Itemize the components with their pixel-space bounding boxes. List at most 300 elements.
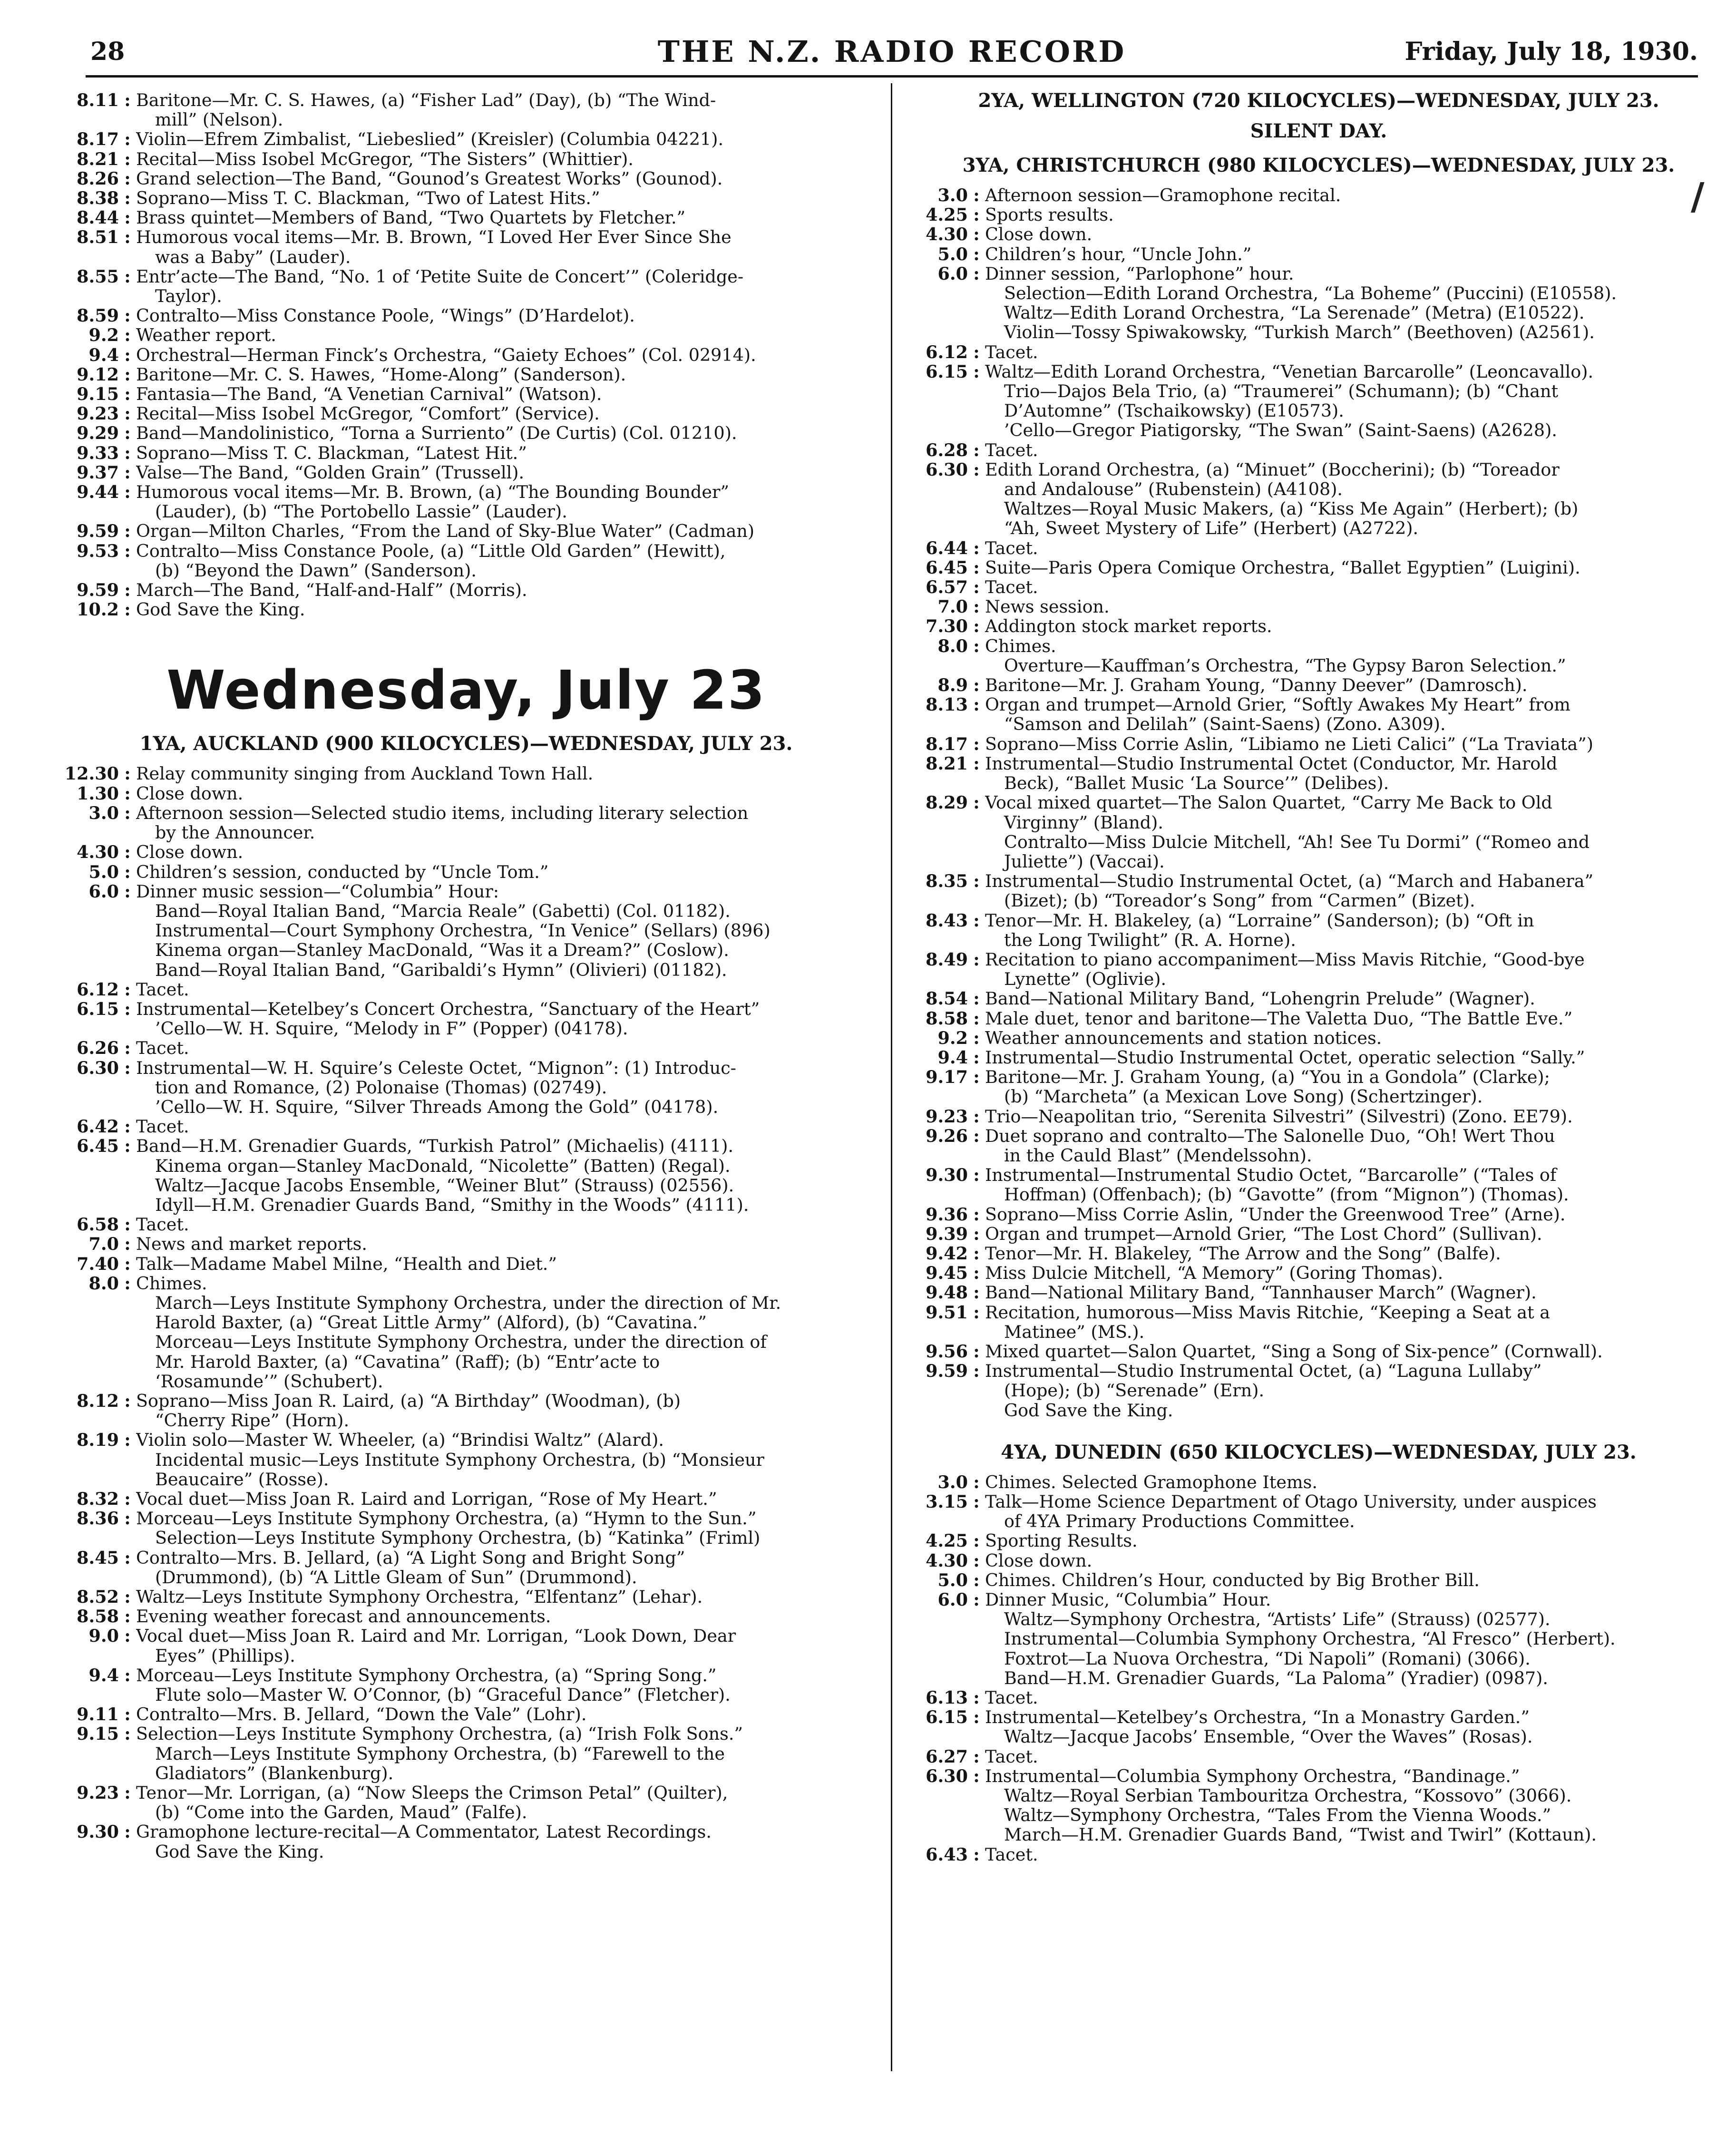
time-separator: : <box>124 1547 131 1568</box>
listing-time: 3.15 <box>926 1491 968 1512</box>
listing-line <box>62 208 870 227</box>
time-separator: : <box>973 205 980 225</box>
listing-text: Tenor—Mr. Lorrigan, (a) “Now Sleeps the Crimson Petal” (Quilter), <box>136 1783 728 1803</box>
listing-text: Entr’acte—The Band, “No. 1 of ‘Petite Suite de Concert’” (Coleridge- <box>136 266 744 287</box>
listing-text: Tacet. <box>985 440 1038 460</box>
listing-line <box>62 463 870 482</box>
time-separator: : <box>973 185 980 205</box>
time-separator: : <box>124 1508 131 1529</box>
listing-line <box>911 1649 1726 1668</box>
listing-time: 3.0 <box>88 802 119 823</box>
time-separator: : <box>973 439 980 460</box>
listing-line <box>62 1117 870 1136</box>
listing-line <box>62 1136 870 1156</box>
listing-text: of 4YA Primary Productions Committee. <box>1004 1511 1355 1531</box>
time-separator: : <box>973 1687 980 1708</box>
listing-line <box>911 264 1726 283</box>
listing-line <box>62 1019 870 1038</box>
listing-line <box>62 842 870 862</box>
listing-text: Instrumental—Studio Instrumental Octet, (a) “March and Habanera” <box>985 871 1594 891</box>
listing-line <box>911 695 1726 714</box>
time-separator: : <box>973 1243 980 1264</box>
listing-text: Chimes. Selected Gramophone Items. <box>985 1472 1317 1492</box>
time-separator: : <box>973 733 980 754</box>
listing-line <box>911 969 1726 989</box>
listing-time: 6.12 <box>926 341 968 362</box>
auckland-listings <box>62 764 870 1861</box>
listing-text: Violin solo—Master W. Wheeler, (a) “Brindisi Waltz” (Alard). <box>136 1430 664 1450</box>
listing-line <box>911 1048 1726 1067</box>
listing-text: Children’s session, conducted by “Uncle Tom.” <box>136 862 549 882</box>
listing-text: Idyll—H.M. Grenadier Guards Band, “Smithy in the Woods” (4111). <box>155 1195 749 1215</box>
listing-time: 9.2 <box>937 1027 968 1048</box>
listing-time: 8.21 <box>926 753 968 774</box>
listing-time: 4.30 <box>926 224 968 245</box>
listing-time: 9.15 <box>77 1724 119 1744</box>
listing-text: Soprano—Miss Joan R. Laird, (a) “A Birthday” (Woodman), (b) <box>136 1391 681 1411</box>
listing-text: Gladiators” (Blankenburg). <box>155 1763 394 1783</box>
listing-text: Chimes. <box>985 636 1056 656</box>
listing-text: was a Baby” (Lauder). <box>155 247 351 267</box>
time-separator: : <box>973 675 980 696</box>
listing-text: Instrumental—Court Symphony Orchestra, “In Venice” (Sellars) (896) <box>155 921 770 941</box>
listing-line <box>911 1107 1726 1126</box>
listing-time: 6.13 <box>926 1687 968 1708</box>
listing-line <box>911 205 1726 224</box>
listing-line <box>911 577 1726 597</box>
listing-text: “Ah, Sweet Mystery of Life” (Herbert) (A2722). <box>1004 518 1419 538</box>
listing-line <box>62 502 870 521</box>
time-separator: : <box>124 1390 131 1411</box>
listing-line <box>62 1215 870 1234</box>
listing-text: (Drummond), (b) “A Little Gleam of Sun” (Drummond). <box>155 1567 637 1588</box>
listing-time: 9.39 <box>926 1223 968 1244</box>
time-separator: : <box>124 148 131 169</box>
listing-line <box>62 267 870 286</box>
listing-line <box>62 1254 870 1274</box>
listing-text: Morceau—Leys Institute Symphony Orchestra, under the direction of <box>155 1332 767 1352</box>
listing-text: Instrumental—W. H. Squire’s Celeste Octet, “Mignon”: (1) Introduc- <box>136 1058 737 1078</box>
listing-text: Instrumental—Studio Instrumental Octet (Conductor, Mr. Harold <box>985 753 1558 774</box>
listing-text: Evening weather forecast and announcements. <box>136 1607 551 1627</box>
listing-line <box>62 1234 870 1254</box>
listing-text: Soprano—Miss Corrie Aslin, “Libiamo ne Lieti Calici” (“La Traviata”) <box>985 734 1594 754</box>
listing-line <box>62 1195 870 1215</box>
listing-text: Waltz—Edith Lorand Orchestra, “La Serenade” (Metra) (E10522). <box>1004 303 1585 323</box>
listing-text: Fantasia—The Band, “A Venetian Carnival” (Watson). <box>136 384 602 404</box>
listing-text: the Long Twilight” (R. A. Horne). <box>1004 930 1296 950</box>
listing-line <box>62 1705 870 1724</box>
listing-line <box>62 1058 870 1078</box>
listing-time: 6.0 <box>937 263 968 284</box>
listing-text: God Save the King. <box>136 600 305 620</box>
listing-time: 9.26 <box>926 1125 968 1146</box>
time-separator: : <box>973 1361 980 1382</box>
listing-line <box>62 521 870 541</box>
listing-text: Afternoon session—Gramophone recital. <box>985 185 1341 205</box>
listing-line <box>62 1802 870 1822</box>
listing-text: Tacet. <box>985 577 1038 597</box>
listing-line <box>911 1381 1726 1400</box>
time-separator: : <box>973 1282 980 1303</box>
listing-time: 8.35 <box>926 871 968 892</box>
listing-line <box>911 322 1726 342</box>
listing-text: Matinee” (MS.). <box>1004 1322 1145 1342</box>
listing-time: 8.11 <box>77 90 119 110</box>
listing-text: Virginny” (Bland). <box>1004 812 1163 832</box>
listing-line <box>911 1845 1726 1864</box>
listing-line <box>911 636 1726 656</box>
station-heading-dunedin: 4YA, DUNEDIN (650 KILOCYCLES)—WEDNESDAY, JULY 23. <box>1001 1441 1637 1463</box>
listing-line <box>911 813 1726 832</box>
listing-text: Waltz—Leys Institute Symphony Orchestra, “Elfentanz” (Lehar). <box>136 1587 703 1607</box>
listing-text: Contralto—Miss Constance Poole, (a) “Little Old Garden” (Hewitt), <box>136 541 726 561</box>
listing-text: “Cherry Ripe” (Horn). <box>155 1411 350 1431</box>
listing-text: ‘Rosamunde’” (Schubert). <box>155 1371 383 1391</box>
listing-text: Instrumental—Studio Instrumental Octet, (a) “Laguna Lullaby” <box>985 1361 1542 1381</box>
listing-time: 8.54 <box>926 988 968 1009</box>
listing-line <box>911 616 1726 636</box>
listing-line <box>911 734 1726 754</box>
listing-time: 9.42 <box>926 1243 968 1264</box>
listing-line <box>911 244 1726 264</box>
listing-text: Valse—The Band, “Golden Grain” (Trussell). <box>136 462 525 483</box>
listing-time: 9.33 <box>77 442 119 463</box>
time-separator: : <box>124 364 131 385</box>
listing-line <box>911 1028 1726 1048</box>
listing-time: 6.30 <box>926 1765 968 1786</box>
listing-line <box>911 1609 1726 1629</box>
listing-text: God Save the King. <box>1004 1400 1173 1420</box>
listing-time: 9.59 <box>926 1361 968 1382</box>
time-separator: : <box>124 1057 131 1078</box>
listing-time: 9.0 <box>88 1626 119 1646</box>
listing-text: Tacet. <box>136 1117 189 1137</box>
time-separator: : <box>973 596 980 617</box>
listing-line <box>62 1509 870 1528</box>
listing-text: Recitation, humorous—Miss Mavis Ritchie, “Keeping a Seat at a <box>985 1302 1550 1322</box>
listing-text: Contralto—Miss Constance Poole, “Wings” (D’Hardelot). <box>136 306 635 326</box>
listing-time: 8.21 <box>77 148 119 169</box>
listing-text: Baritone—Mr. J. Graham Young, “Danny Deever” (Damrosch). <box>985 675 1528 695</box>
listing-text: (b) “Beyond the Dawn” (Sanderson). <box>155 560 477 581</box>
listing-text: March—Leys Institute Symphony Orchestra, (b) “Farewell to the <box>155 1744 725 1763</box>
time-separator: : <box>973 910 980 931</box>
listing-time: 8.43 <box>926 910 968 931</box>
listing-time: 9.59 <box>77 580 119 601</box>
listing-time: 9.51 <box>926 1302 968 1323</box>
listing-time: 1.30 <box>77 783 119 804</box>
listing-time: 6.57 <box>926 577 968 598</box>
listing-line <box>911 1786 1726 1805</box>
listing-line <box>911 401 1726 420</box>
listing-line <box>911 1244 1726 1263</box>
listing-line <box>911 1067 1726 1087</box>
listing-text: Tacet. <box>136 1215 189 1235</box>
listing-line <box>62 384 870 404</box>
listing-text: Tacet. <box>136 1038 189 1058</box>
time-separator: : <box>124 1116 131 1137</box>
time-separator: : <box>124 1273 131 1294</box>
listing-time: 5.0 <box>937 1569 968 1590</box>
listing-line <box>62 1763 870 1783</box>
time-separator: : <box>124 842 131 863</box>
time-separator: : <box>973 577 980 598</box>
time-separator: : <box>124 1587 131 1607</box>
time-separator: : <box>973 361 980 382</box>
listing-time: 6.15 <box>77 998 119 1019</box>
listing-time: 9.30 <box>77 1822 119 1842</box>
listing-text: Brass quintet—Members of Band, “Two Quartets by Fletcher.” <box>136 208 686 228</box>
listing-time: 9.4 <box>88 344 119 365</box>
listing-line <box>62 1372 870 1391</box>
listing-text: Incidental music—Leys Institute Symphony Orchestra, (b) “Monsieur <box>155 1450 764 1470</box>
time-separator: : <box>124 1665 131 1685</box>
listing-time: 6.0 <box>88 881 119 902</box>
column-divider <box>891 83 892 2071</box>
listing-text: Baritone—Mr. C. S. Hawes, “Home-Along” (Sanderson). <box>136 364 626 385</box>
time-separator: : <box>973 635 980 656</box>
listing-text: Lynette” (Oglivie). <box>1004 969 1167 989</box>
listing-line <box>62 784 870 803</box>
time-separator: : <box>973 1491 980 1512</box>
listing-line <box>911 479 1726 499</box>
listing-line <box>62 823 870 842</box>
listing-text: Suite—Paris Opera Comique Orchestra, “Ballet Egyptien” (Luigini). <box>985 557 1580 578</box>
listing-line <box>62 247 870 267</box>
time-separator: : <box>973 1746 980 1767</box>
listing-line <box>911 1205 1726 1224</box>
listing-time: 9.44 <box>77 482 119 503</box>
listing-time: 9.15 <box>77 384 119 405</box>
listing-time: 8.9 <box>937 675 968 696</box>
time-separator: : <box>124 1253 131 1274</box>
listing-line <box>62 980 870 999</box>
listing-time: 8.55 <box>77 266 119 287</box>
listing-time: 9.29 <box>77 423 119 444</box>
listing-time: 9.4 <box>937 1047 968 1068</box>
listing-text: Organ and trumpet—Arnold Grier, “The Lost Chord” (Sullivan). <box>985 1224 1542 1244</box>
time-separator: : <box>973 1844 980 1865</box>
listing-time: 9.23 <box>926 1106 968 1127</box>
time-separator: : <box>124 168 131 189</box>
listing-line <box>911 1303 1726 1322</box>
listing-text: Violin—Efrem Zimbalist, “Liebeslied” (Kreisler) (Columbia 04221). <box>136 129 724 149</box>
listing-line <box>62 286 870 306</box>
listing-text: Grand selection—The Band, “Gounod’s Greatest Works” (Gounod). <box>136 168 723 189</box>
listing-text: Vocal duet—Miss Joan R. Laird and Lorrigan, “Rose of My Heart.” <box>136 1489 717 1509</box>
listing-line <box>911 420 1726 440</box>
listing-time: 8.13 <box>926 694 968 715</box>
listing-text: Miss Dulcie Mitchell, “A Memory” (Goring Thomas). <box>985 1263 1443 1283</box>
time-separator: : <box>124 188 131 209</box>
listing-text: Instrumental—Ketelbey’s Orchestra, “In a Monastry Garden.” <box>985 1707 1530 1727</box>
listing-line <box>62 306 870 325</box>
listing-line <box>62 921 870 940</box>
listing-text: Humorous vocal items—Mr. B. Brown, “I Loved Her Ever Since She <box>136 227 731 247</box>
time-separator: : <box>973 1341 980 1362</box>
listing-text: Male duet, tenor and baritone—The Valetta Duo, “The Battle Eve.” <box>985 1008 1573 1028</box>
listing-time: 8.49 <box>926 949 968 970</box>
listing-text: Soprano—Miss T. C. Blackman, “Latest Hit.” <box>136 443 527 463</box>
time-separator: : <box>973 871 980 892</box>
listing-line <box>911 911 1726 930</box>
listing-line <box>62 482 870 502</box>
listing-text: Kinema organ—Stanley MacDonald, “Was it a Dream?” (Coslow). <box>155 940 729 960</box>
listing-line <box>62 1626 870 1646</box>
listing-text: Orchestral—Herman Finck’s Orchestra, “Gaiety Echoes” (Col. 02914). <box>136 345 756 365</box>
listing-text: Foxtrot—La Nuova Orchestra, “Di Napoli” (Romani) (3066). <box>1004 1648 1531 1668</box>
listing-time: 6.30 <box>77 1057 119 1078</box>
listing-time: 9.11 <box>77 1704 119 1725</box>
listing-line <box>62 1411 870 1430</box>
time-separator: : <box>973 459 980 480</box>
time-separator: : <box>124 305 131 326</box>
listing-line <box>911 460 1726 479</box>
time-separator: : <box>973 1165 980 1186</box>
listing-text: Waltz—Edith Lorand Orchestra, “Venetian Barcarolle” (Leoncavallo). <box>985 361 1594 382</box>
listing-line <box>911 1087 1726 1106</box>
time-separator: : <box>124 1234 131 1255</box>
listing-text: ’Cello—Gregor Piatigorsky, “The Swan” (Saint-Saens) (A2628). <box>1004 420 1557 440</box>
listing-text: Talk—Madame Mabel Milne, “Health and Diet.” <box>136 1254 557 1274</box>
time-separator: : <box>124 129 131 150</box>
listing-line <box>62 1724 870 1744</box>
station-heading-christchurch: 3YA, CHRISTCHURCH (980 KILOCYCLES)—WEDNESDAY, JULY 23. <box>962 154 1675 176</box>
listing-line <box>62 443 870 463</box>
listing-time: 8.36 <box>77 1508 119 1529</box>
listing-text: Close down. <box>985 224 1092 244</box>
listing-text: Taylor). <box>155 286 222 306</box>
time-separator: : <box>124 384 131 405</box>
listing-line <box>62 1352 870 1372</box>
listing-line <box>911 1511 1726 1531</box>
listing-line <box>62 110 870 129</box>
listing-line <box>62 1293 870 1313</box>
listing-text: Band—National Military Band, “Tannhauser March” (Wagner). <box>985 1283 1537 1303</box>
time-separator: : <box>124 1038 131 1059</box>
pencil-mark: / <box>1691 175 1705 218</box>
listing-text: Selection—Leys Institute Symphony Orchestra, (a) “Irish Folk Sons.” <box>136 1724 743 1744</box>
page-header <box>86 33 1698 78</box>
listing-line <box>911 362 1726 381</box>
station-heading-auckland: 1YA, AUCKLAND (900 KILOCYCLES)—WEDNESDAY, JULY 23. <box>139 732 793 755</box>
time-separator: : <box>124 207 131 228</box>
listing-text: Organ—Milton Charles, “From the Land of Sky-Blue Water” (Cadman) <box>136 521 755 541</box>
time-separator: : <box>973 1302 980 1323</box>
listing-line <box>62 862 870 882</box>
listing-text: Waltz—Symphony Orchestra, “Tales From the Vienna Woods.” <box>1004 1805 1551 1825</box>
listing-time: 9.4 <box>88 1665 119 1685</box>
time-separator: : <box>124 881 131 902</box>
listing-line <box>911 950 1726 969</box>
listing-time: 6.26 <box>77 1038 119 1059</box>
listing-text: Tenor—Mr. H. Blakeley, (a) “Lorraine” (Sanderson); (b) “Oft in <box>985 910 1534 930</box>
listing-time: 6.44 <box>926 537 968 558</box>
time-separator: : <box>124 783 131 804</box>
listing-line <box>62 1666 870 1685</box>
listing-line <box>62 345 870 365</box>
listing-time: 3.0 <box>937 1471 968 1492</box>
listing-time: 8.52 <box>77 1587 119 1607</box>
right-column <box>911 90 1726 1864</box>
listing-text: Tenor—Mr. H. Blakeley, “The Arrow and the Song” (Balfe). <box>985 1243 1501 1264</box>
listing-time: 9.17 <box>926 1067 968 1088</box>
listing-text: (b) “Marcheta” (a Mexican Love Song) (Schertzinger). <box>1004 1087 1483 1107</box>
listing-text: Selection—Edith Lorand Orchestra, “La Boheme” (Puccini) (E10558). <box>1004 283 1617 303</box>
listing-text: Tacet. <box>136 979 189 999</box>
listing-time: 6.45 <box>926 557 968 578</box>
listing-text: Recital—Miss Isobel McGregor, “The Sisters” (Whittier). <box>136 149 634 169</box>
time-separator: : <box>124 1783 131 1803</box>
listing-line <box>911 1668 1726 1688</box>
listing-text: Tacet. <box>985 1688 1038 1708</box>
listing-line <box>911 1322 1726 1342</box>
listing-time: 9.45 <box>926 1263 968 1284</box>
listing-time: 4.30 <box>926 1550 968 1571</box>
listing-line <box>62 1528 870 1548</box>
listing-line <box>62 1685 870 1705</box>
time-separator: : <box>124 1214 131 1235</box>
station-heading-wellington: 2YA, WELLINGTON (720 KILOCYCLES)—WEDNESDAY, JULY 23. <box>978 89 1659 112</box>
listing-text: Sports results. <box>985 205 1114 225</box>
listing-time: 6.58 <box>77 1214 119 1235</box>
listing-text: Recitation to piano accompaniment—Miss Mavis Ritchie, “Good-bye <box>985 949 1585 970</box>
listing-line <box>911 518 1726 538</box>
listing-time: 4.25 <box>926 205 968 225</box>
listing-text: Afternoon session—Selected studio items, including literary selection <box>136 803 749 823</box>
listing-line <box>62 1313 870 1332</box>
listing-time: 6.42 <box>77 1116 119 1137</box>
listing-line <box>911 1009 1726 1028</box>
listing-time: 9.23 <box>77 1783 119 1803</box>
listing-time: 9.36 <box>926 1204 968 1225</box>
listing-text: Instrumental—Ketelbey’s Concert Orchestra, “Sanctuary of the Heart” <box>136 999 760 1019</box>
previous-day-listings <box>62 90 870 619</box>
listing-time: 8.12 <box>77 1390 119 1411</box>
listing-time: 9.53 <box>77 540 119 561</box>
listing-time: 8.58 <box>926 1008 968 1029</box>
listing-text: Tacet. <box>985 538 1038 558</box>
time-separator: : <box>973 1106 980 1127</box>
listing-line <box>62 803 870 823</box>
listing-line <box>911 538 1726 558</box>
listing-text: Tacet. <box>985 342 1038 362</box>
listing-time: 6.0 <box>937 1589 968 1610</box>
time-separator: : <box>973 1223 980 1244</box>
listing-text: Tacet. <box>985 1746 1038 1766</box>
listing-text: ’Cello—W. H. Squire, “Silver Threads Among the Gold” (04178). <box>155 1097 719 1117</box>
listing-text: Humorous vocal items—Mr. B. Brown, (a) “The Bounding Bounder” <box>136 482 730 502</box>
listing-time: 7.0 <box>88 1234 119 1255</box>
time-separator: : <box>973 1047 980 1068</box>
listing-time: 8.32 <box>77 1489 119 1509</box>
listing-text: News and market reports. <box>136 1234 367 1254</box>
listing-text: Trio—Dajos Bela Trio, (a) “Traumerei” (Schumann); (b) “Chant <box>1004 381 1559 401</box>
listing-text: Chimes. <box>136 1273 207 1293</box>
listing-line <box>911 1825 1726 1844</box>
listing-line <box>62 1822 870 1841</box>
listing-time: 9.2 <box>88 325 119 346</box>
listing-text: Band—Royal Italian Band, “Marcia Reale” (Gabetti) (Col. 01182). <box>155 901 731 921</box>
time-separator: : <box>973 616 980 637</box>
listing-line <box>911 283 1726 303</box>
listing-time: 9.59 <box>77 521 119 542</box>
listing-time: 8.51 <box>77 227 119 248</box>
listing-line <box>911 1165 1726 1185</box>
listing-line <box>911 185 1726 205</box>
time-separator: : <box>973 1765 980 1786</box>
